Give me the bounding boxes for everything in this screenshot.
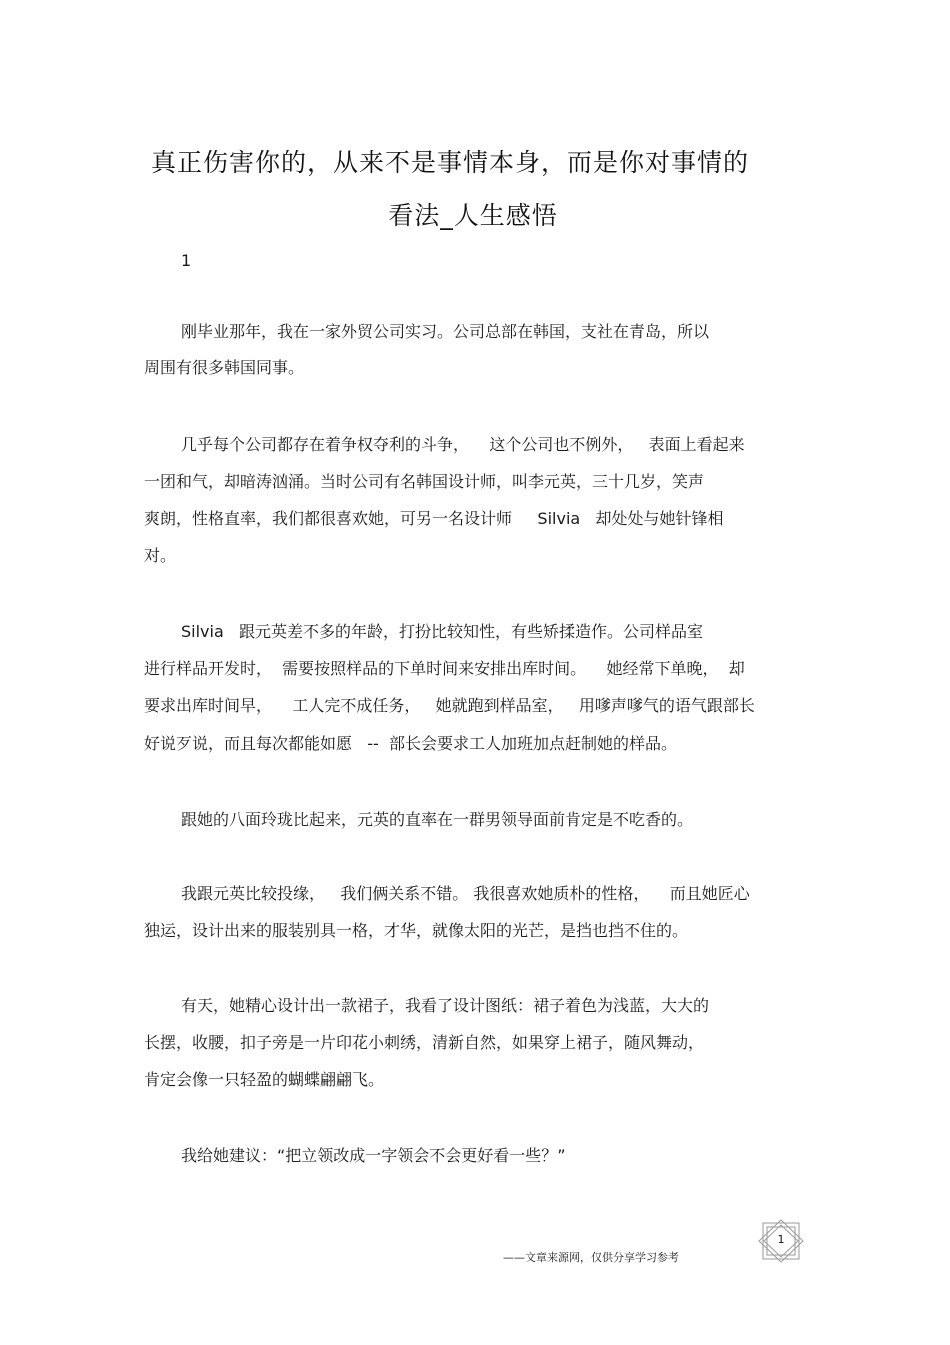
paragraph-line: 好说歹说，而且每次都能如愿 -- 部长会要求工人加班加点赶制她的样品。: [144, 734, 677, 753]
paragraph-line: 肯定会像一只轻盈的蝴蝶翩翩飞。: [144, 1070, 385, 1089]
paragraph-line: 要求出库时间早， 工人完不成任务， 她就跑到样品室， 用嗲声嗲气的语气跟部长: [144, 696, 755, 715]
document-title-line-2: 看法_人生感悟: [388, 201, 558, 230]
paragraph-line: 几乎每个公司都存在着争权夺利的斗争， 这个公司也不例外， 表面上看起来: [181, 435, 745, 454]
paragraph-line: 我跟元英比较投缘， 我们俩关系不错。 我很喜欢她质朴的性格， 而且她匠心: [181, 884, 750, 903]
paragraph-line: 跟她的八面玲珑比起来，元英的直率在一群男领导面前肯定是不吃香的。: [181, 810, 694, 829]
paragraph-line: 我给她建议：“把立领改成一字领会不会更好看一些？”: [181, 1146, 566, 1165]
paragraph-line: 周围有很多韩国同事。: [144, 358, 305, 377]
paragraph-line: 长摆，收腰，扣子旁是一片印花小刺绣，清新自然，如果穿上裙子，随风舞动，: [144, 1033, 705, 1052]
paragraph-line: 爽朗，性格直率，我们都很喜欢她，可另一名设计师 Silvia 却处处与她针锋相: [144, 509, 724, 528]
paragraph-line: 进行样品开发时， 需要按照样品的下单时间来安排出库时间。 她经常下单晚， 却: [144, 659, 745, 678]
paragraph-line: 有天，她精心设计出一款裙子，我看了设计图纸：裙子着色为浅蓝，大大的: [181, 996, 710, 1015]
section-number: 1: [181, 251, 192, 270]
paragraph-line: 对。: [144, 546, 177, 565]
page-number: 1: [777, 1233, 785, 1246]
paragraph-line: 一团和气，却暗涛汹涌。当时公司有名韩国设计师，叫李元英，三十几岁，笑声: [144, 472, 705, 491]
paragraph-line: Silvia 跟元英差不多的年龄，打扮比较知性，有些矫揉造作。公司样品室: [181, 622, 704, 641]
paragraph-line: 刚毕业那年，我在一家外贸公司实习。公司总部在韩国，支社在青岛，所以: [181, 322, 710, 341]
page-number-badge: [757, 1219, 805, 1263]
document-title-line-1: 真正伤害你的，从来不是事情本身，而是你对事情的: [150, 148, 749, 177]
paragraph-line: 独运，设计出来的服装别具一格，才华，就像太阳的光芒，是挡也挡不住的。: [144, 921, 689, 940]
footer-source-note: ——文章来源网，仅供分享学习参考: [503, 1251, 679, 1264]
